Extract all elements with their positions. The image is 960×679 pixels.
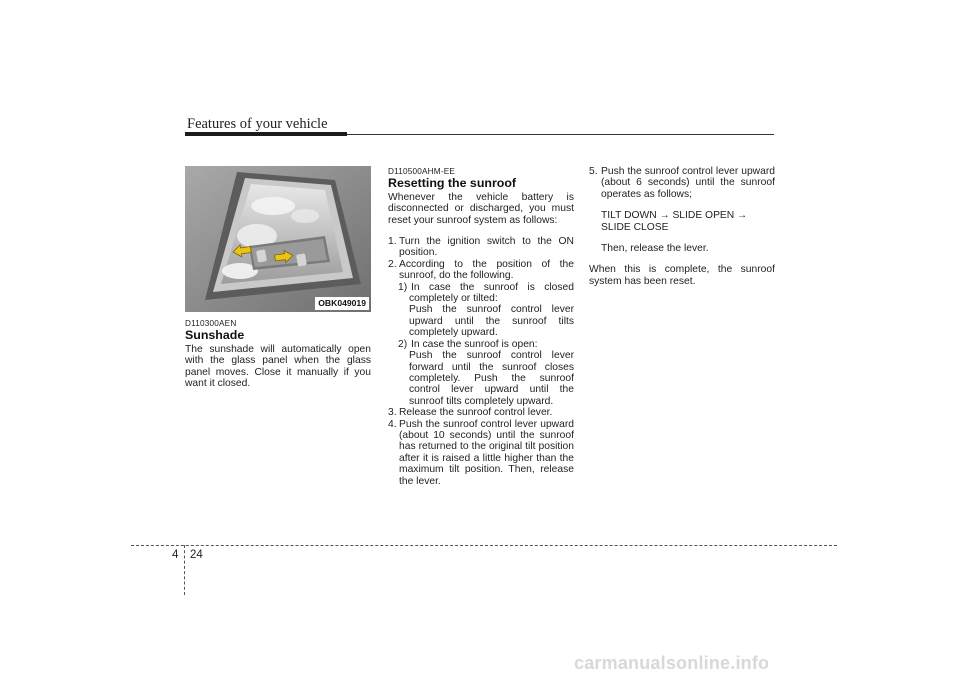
arrow-right-icon: → <box>659 210 670 222</box>
sunshade-code: D110300AEN <box>185 319 237 328</box>
list-item: 1) In case the sunroof is closed completely or tilted: <box>398 281 574 305</box>
sunshade-body: The sunshade will automatically open with the glass panel when the glass panel moves. Close it manually if you want it closed. <box>185 343 371 390</box>
release-note: Then, release the lever. <box>601 243 709 255</box>
header-rule-thin <box>347 134 774 135</box>
list-item: 1. Turn the ignition switch to the ON position. <box>388 236 574 259</box>
column-middle <box>388 166 574 487</box>
reset-code: D110500AHM-EE <box>388 167 456 176</box>
list-item: 2) In case the sunroof is open: <box>398 338 538 350</box>
sequence-line: TILT DOWN → SLIDE OPEN → SLIDE CLOSE <box>601 210 748 233</box>
header-rule-thick <box>185 132 347 136</box>
list-item: 2. According to the position of the sunroof, do the following. <box>388 258 574 282</box>
sunroof-illustration <box>185 166 371 312</box>
arrow-right-icon: → <box>737 210 748 222</box>
figure-caption: OBK049019 <box>315 297 369 310</box>
substep-text: Push the sunroof control lever forward until the sunroof closes completely. Push the sunroof control lever upward until the sunroof tilts completely upward. <box>409 350 574 407</box>
sunshade-heading: Sunshade <box>185 328 245 343</box>
substep-text: Push the sunroof control lever upward until the sunroof tilts completely upward. <box>409 304 574 339</box>
reset-conclusion: When this is complete, the sunroof system has been reset. <box>589 264 775 287</box>
reset-steps-list <box>388 236 574 487</box>
footer-chapter-number: 4 <box>172 549 179 561</box>
watermark: carmanualsonline.info <box>574 653 770 673</box>
column-right <box>589 166 775 287</box>
list-item: 4. Push the sunroof control lever upward (about 10 seconds) until the sunroof has returned to the original tilt position after it is raised a little higher than the maximum tilt position. Then, release the lever. <box>388 418 574 487</box>
list-item: 3. Release the sunroof control lever. <box>388 407 553 419</box>
sunroof-photo <box>185 166 371 312</box>
reset-intro: Whenever the vehicle battery is disconnected or discharged, you must reset your sunroof system as follows: <box>388 191 574 226</box>
footer-divider <box>184 545 185 595</box>
section-header-title: Features of your vehicle <box>187 116 328 132</box>
footer-rule <box>131 545 837 546</box>
footer-page-number: 24 <box>190 549 203 561</box>
list-item: 5. Push the sunroof control lever upward (about 6 seconds) until the sunroof operates as follows; <box>589 166 775 200</box>
column-left <box>185 166 371 389</box>
reset-heading: Resetting the sunroof <box>388 176 517 191</box>
